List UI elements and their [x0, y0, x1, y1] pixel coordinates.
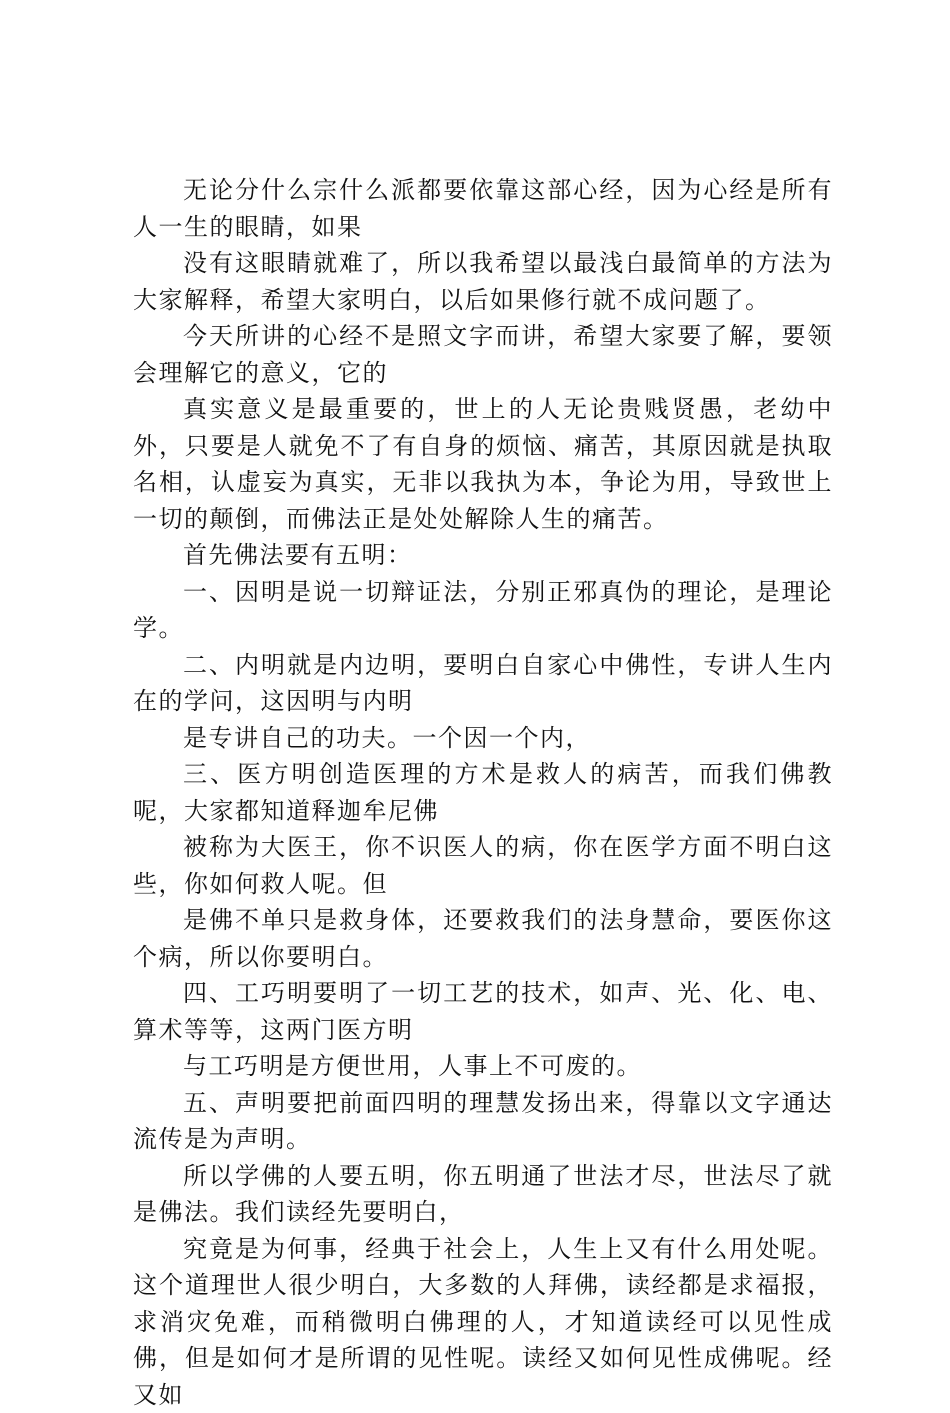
paragraph-6: 一、因明是说一切辩证法，分别正邪真伪的理论，是理论学。	[133, 574, 833, 647]
paragraph-12: 四、工巧明要明了一切工艺的技术，如声、光、化、电、算术等等，这两门医方明	[133, 975, 833, 1048]
paragraph-4: 真实意义是最重要的，世上的人无论贵贱贤愚，老幼中外，只要是人就免不了有自身的烦恼、痛苦，其原因就是执取名相，认虚妄为真实，无非以我执为本，争论为用，导致世上一切的颠倒，而佛法正是处处解除人生的痛苦。	[133, 391, 833, 537]
paragraph-8: 是专讲自己的功夫。一个因一个内，	[133, 720, 833, 757]
paragraph-15: 所以学佛的人要五明，你五明通了世法才尽，世法尽了就是佛法。我们读经先要明白，	[133, 1158, 833, 1231]
paragraph-10: 被称为大医王，你不识医人的病，你在医学方面不明白这些，你如何救人呢。但	[133, 829, 833, 902]
paragraph-13: 与工巧明是方便世用，人事上不可废的。	[133, 1048, 833, 1085]
paragraph-1: 无论分什么宗什么派都要依靠这部心经，因为心经是所有人一生的眼睛，如果	[133, 172, 833, 245]
paragraph-3: 今天所讲的心经不是照文字而讲，希望大家要了解，要领会理解它的意义，它的	[133, 318, 833, 391]
paragraph-9: 三、医方明创造医理的方术是救人的病苦，而我们佛教呢，大家都知道释迦牟尼佛	[133, 756, 833, 829]
paragraph-16: 究竟是为何事，经典于社会上，人生上又有什么用处呢。这个道理世人很少明白，大多数的人拜佛，读经都是求福报，求消灾免难，而稍微明白佛理的人，才知道读经可以见性成佛，但是如何才是所谓的见性呢。读经又如何见性成佛呢。经又如	[133, 1231, 833, 1413]
document-body	[133, 172, 833, 1413]
paragraph-7: 二、内明就是内边明，要明白自家心中佛性，专讲人生内在的学问，这因明与内明	[133, 647, 833, 720]
paragraph-14: 五、声明要把前面四明的理慧发扬出来，得靠以文字通达流传是为声明。	[133, 1085, 833, 1158]
paragraph-11: 是佛不单只是救身体，还要救我们的法身慧命，要医你这个病，所以你要明白。	[133, 902, 833, 975]
paragraph-5: 首先佛法要有五明：	[133, 537, 833, 574]
paragraph-2: 没有这眼睛就难了，所以我希望以最浅白最简单的方法为大家解释，希望大家明白，以后如果修行就不成问题了。	[133, 245, 833, 318]
